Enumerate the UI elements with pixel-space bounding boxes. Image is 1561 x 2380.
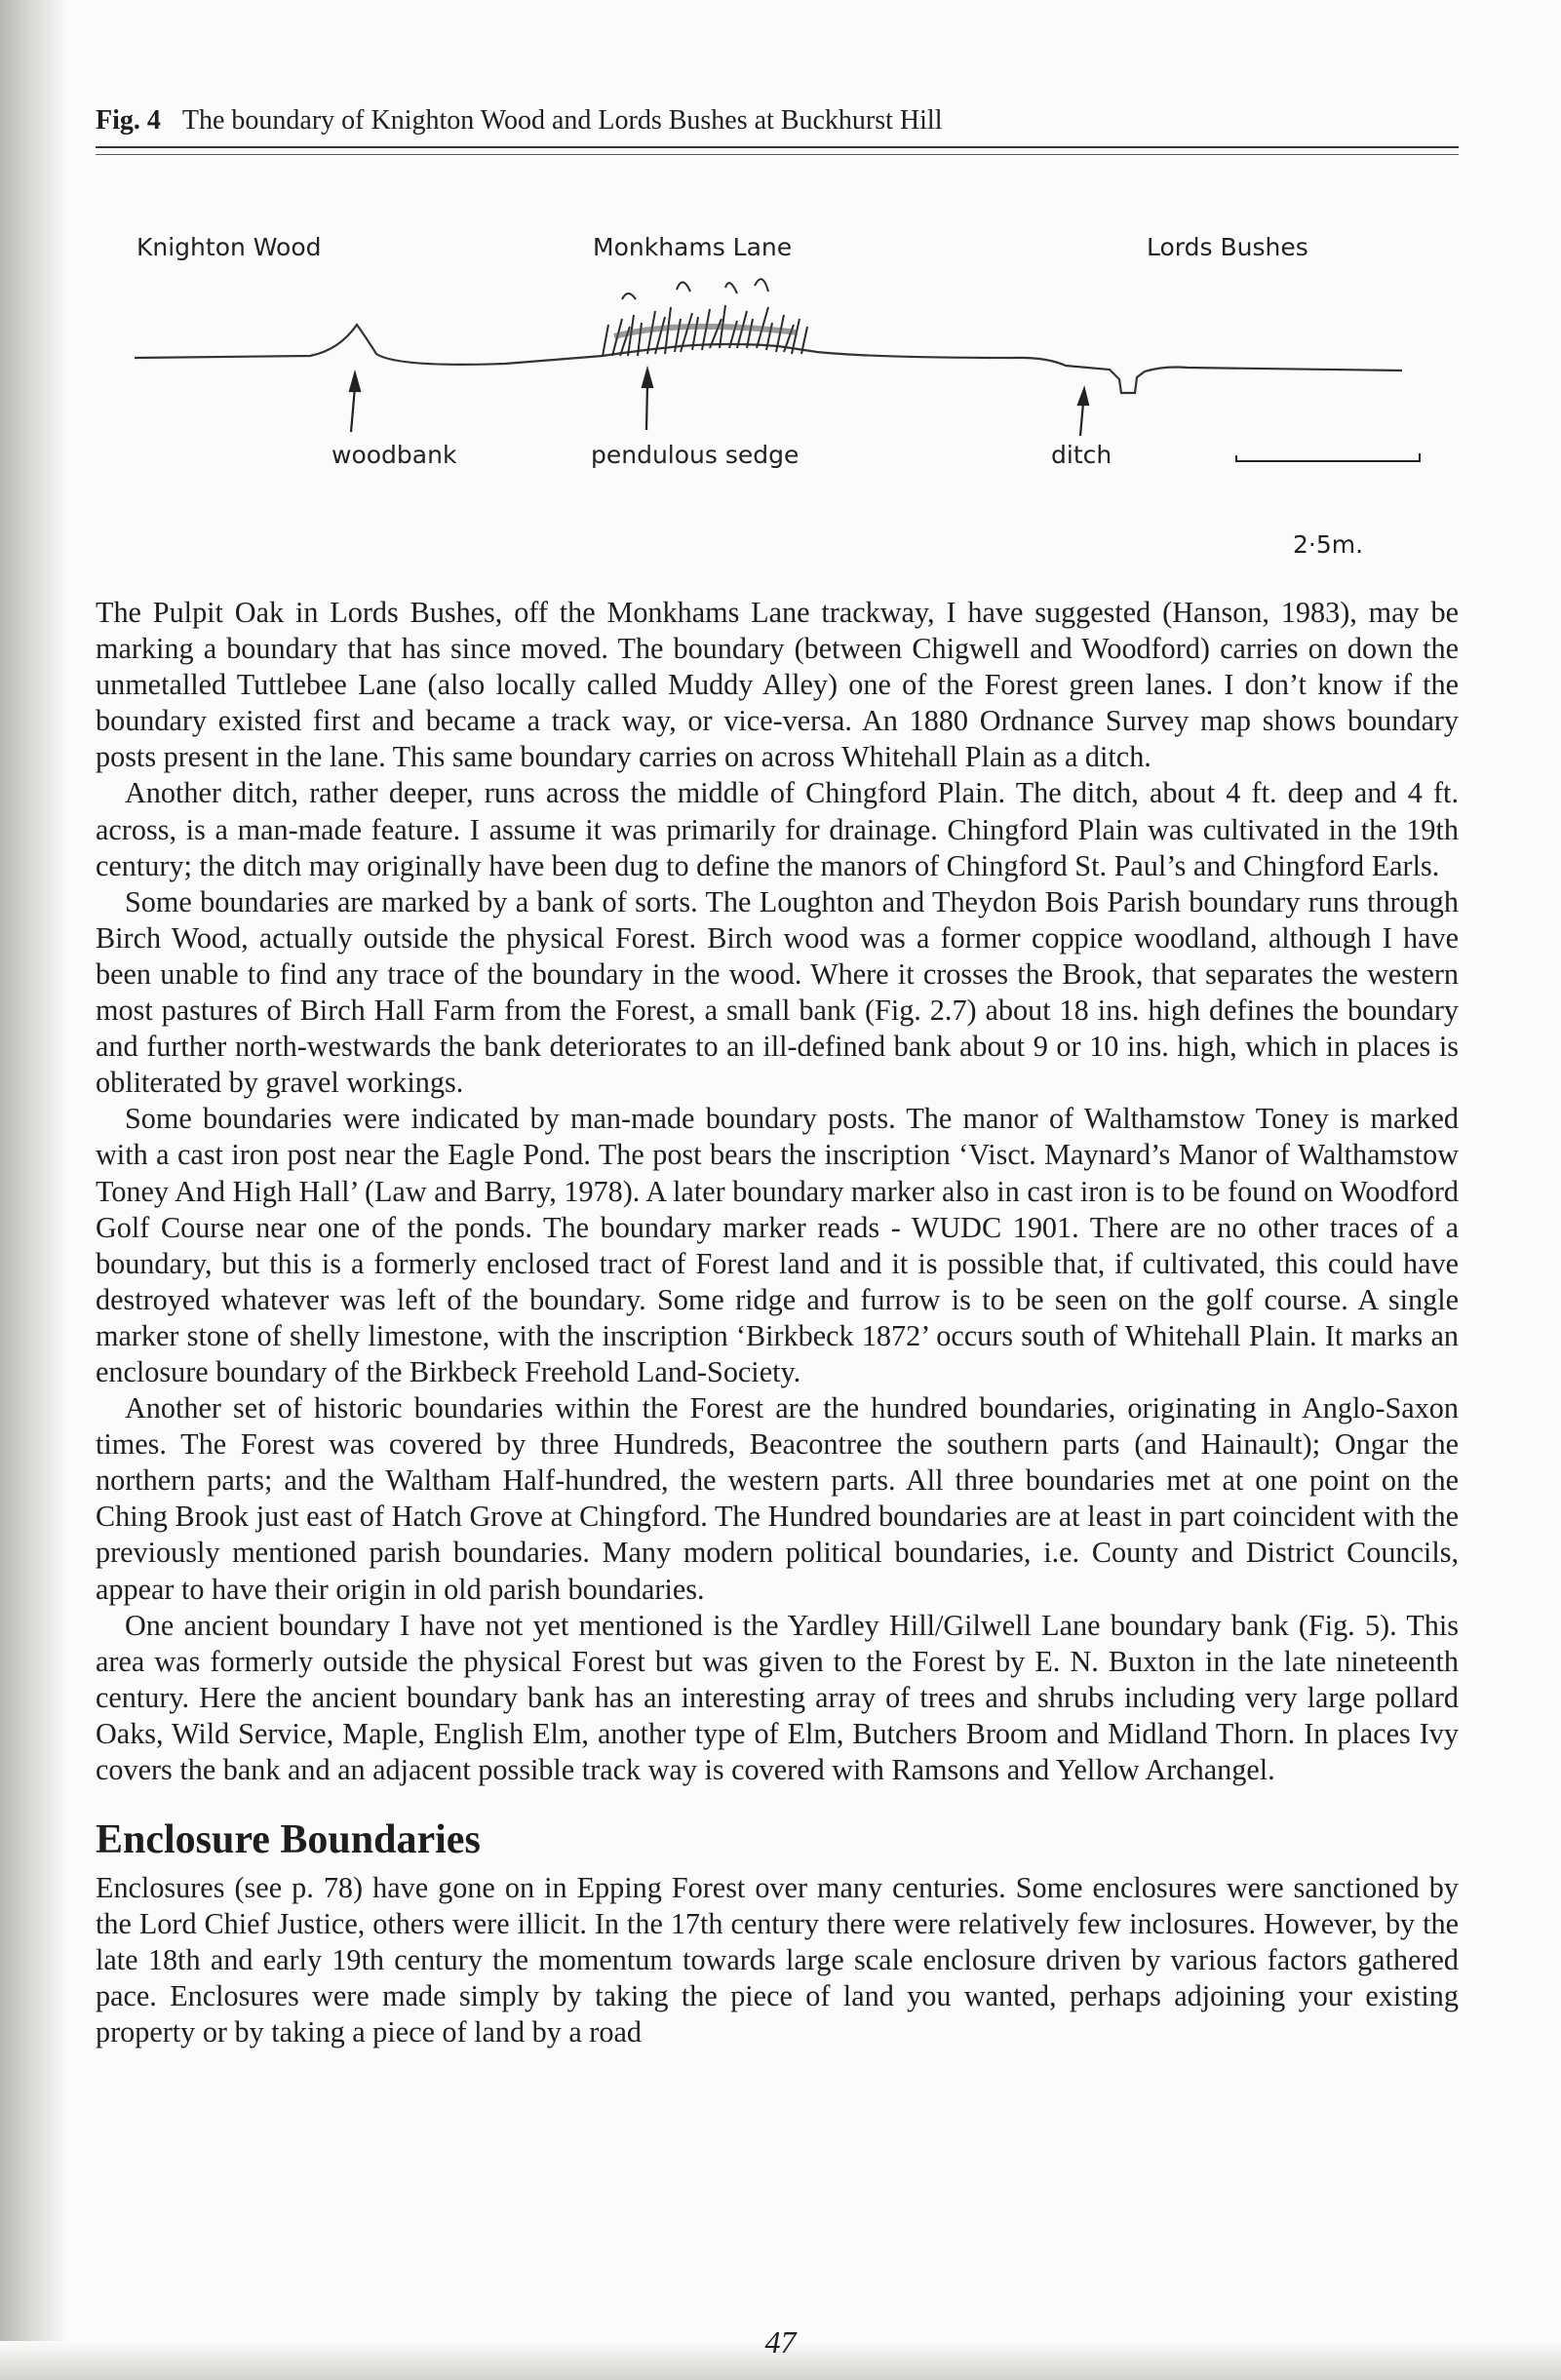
label-pendulous-sedge: pendulous sedge (591, 441, 800, 469)
label-scale: 2·5m. (1293, 530, 1364, 559)
label-knighton-wood: Knighton Wood (137, 233, 322, 261)
paragraph-chingford-ditch: Another ditch, rather deeper, runs across the middle of Chingford Plain. The ditch, about 4 ft. deep and 4 ft. across, is a man-made feature. I assume it was primarily for drainage. Chingford Plain was cultivated in the 19th century; the ditch may originally have been dug to define the manors of Chingford St. Paul’s and Chingford Earls. (96, 776, 1459, 882)
annotation-arrows (350, 370, 1088, 436)
section-heading: Enclosure Boundaries (96, 1817, 481, 1863)
caption-rule (96, 146, 1459, 148)
figure-number: Fig. 4 (96, 105, 161, 136)
label-woodbank: woodbank (332, 441, 457, 469)
boundary-cross-section-diagram (96, 210, 1461, 561)
caption-rule-thin (96, 154, 1459, 155)
paragraph-boundary-banks: Some boundaries are marked by a bank of sorts. The Loughton and Theydon Bois Parish boundary runs through Birch Wood, actually outside the physical Forest. Birch wood was a former coppice woodland, although I have been unable to find any trace of the boundary in the wood. Where it crosses the Brook, that separates the western most pastures of Birch Hall Farm from the Forest, a small bank (Fig. 2.7) about 18 ins. high defines the boundary and further north-westwards the bank deteriorates to an ill-defined bank about 9 or 10 ins. high, which in places is obliterated by gravel workings. (96, 884, 1459, 1100)
paragraph-hundred-boundaries: Another set of historic boundaries within the Forest are the hundred boundaries, originating in Anglo-Saxon times. The Forest was covered by three Hundreds, Beacontree the southern parts (and Hainault); Ongar the northern parts; and the Waltham Half-hundred, the western parts. All three boundaries met at one point on the Ching Brook just east of Hatch Grove at Chingford. The Hundred boundaries are at least in part coincident with the previously mentioned parish boundaries. Many modern political boundaries, i.e. County and District Councils, appear to have their origin in old parish boundaries. (96, 1391, 1459, 1606)
ground-profile-line (135, 325, 1402, 393)
page-number: 47 (764, 2324, 797, 2360)
figure-caption-text: The boundary of Knighton Wood and Lords Bushes at Buckhurst Hill (181, 105, 943, 136)
paragraph-yardley-hill: One ancient boundary I have not yet mentioned is the Yardley Hill/Gilwell Lane boundary bank (Fig. 5). This area was formerly outside the physical Forest but was given to the Forest by E. N. Buxton in the late nineteenth century. Here the ancient boundary bank has an interesting array of trees and shrubs including very large pollard Oaks, Wild Service, Maple, English Elm, another type of Elm, Butchers Broom and Midland Thorn. In places Ivy covers the bank and an adjacent possible track way is covered with Ramsons and Yellow Archangel. (96, 1608, 1459, 1786)
figure-caption (96, 105, 1461, 137)
label-ditch: ditch (1051, 441, 1112, 469)
paragraph-pulpit-oak: The Pulpit Oak in Lords Bushes, off the Monkhams Lane trackway, I have suggested (Hanson, 1983), may be marking a boundary that has since moved. The boundary (between Chigwell and Woodford) carries on down the unmetalled Tuttlebee Lane (also locally called Muddy Alley) one of the Forest green lanes. I don’t know if the boundary existed first and became a track way, or vice-versa. An 1880 Ordnance Survey map shows boundary posts present in the lane. This same boundary carries on across Whitehall Plain as a ditch. (96, 596, 1459, 774)
label-monkhams-lane: Monkhams Lane (593, 233, 793, 261)
paragraph-enclosures: Enclosures (see p. 78) have gone on in Epping Forest over many centuries. Some enclosures were sanctioned by the Lord Chief Justice, others were illicit. In the 17th century there were relatively few inclosures. However, by the late 18th and early 19th century the momentum towards large scale enclosure driven by various factors gathered pace. Enclosures were made simply by taking the piece of land you wanted, perhaps adjoining your existing property or by taking a piece of land by a road (96, 1871, 1459, 2049)
paragraph-boundary-posts: Some boundaries were indicated by man-made boundary posts. The manor of Walthamstow Toney is marked with a cast iron post near the Eagle Pond. The post bears the inscription ‘Visct. Maynard’s Manor of Walthamstow Toney And High Hall’ (Law and Barry, 1978). A later boundary marker also in cast iron is to be found on Woodford Golf Course near one of the ponds. The boundary marker reads - WUDC 1901. There are no other traces of a boundary, but this is a formerly enclosed tract of Forest land and it is possible that, if cultivated, this could have destroyed whatever was left of the boundary. Some ridge and furrow is to be seen on the golf course. A single marker stone of shelly limestone, with the inscription ‘Birkbeck 1872’ occurs south of Whitehall Plain. It marks an enclosure boundary of the Birkbeck Freehold Land-Society. (96, 1102, 1459, 1388)
body-text (96, 595, 1459, 2051)
page-edge-shadow (0, 0, 68, 2380)
scale-bar (1236, 453, 1420, 461)
label-lords-bushes: Lords Bushes (1147, 233, 1308, 261)
